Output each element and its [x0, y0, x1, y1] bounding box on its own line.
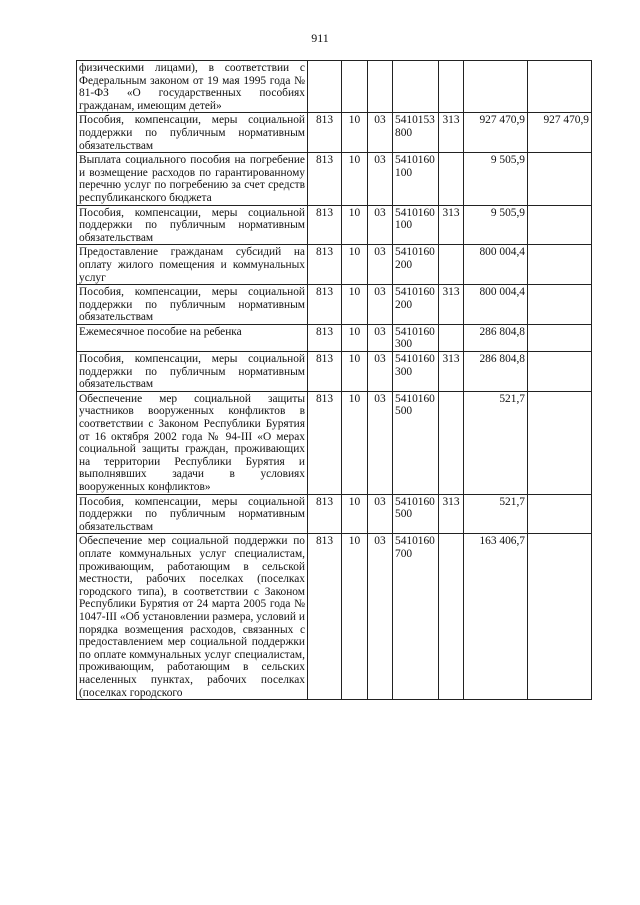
table-row: [77, 153, 592, 205]
ministry-code: 813: [308, 285, 342, 325]
ministry-code: 813: [308, 153, 342, 205]
article-code: 5410160100: [393, 153, 439, 205]
amount: 521,7: [464, 494, 528, 534]
table-row: [77, 324, 592, 351]
amount-extra: [528, 494, 592, 534]
row-description: Пособия, компенсации, меры социальной поддержки по публичным нормативным обязательствам: [77, 494, 308, 534]
article-code: 5410160300: [393, 352, 439, 392]
section-code: 10: [342, 494, 368, 534]
section-code: 10: [342, 153, 368, 205]
row-description: Обеспечение мер социальной поддержки по оплате коммунальных услуг специалистам, проживающим, работающим в сельской местности, рабочих поселках (поселках городского типа), в соответствии с Законом Республики Бурятия от 24 марта 2005 года № 1047-III «Об установлении размера, условий и порядка возмещения расходов, связанных с предоставлением мер социальной поддержки по оплате коммунальных услуг специалистам, проживающим, работающим в сельских населенных пунктах, рабочих поселках (поселках городского: [77, 534, 308, 700]
table-row: [77, 113, 592, 153]
row-description: физическими лицами), в соответствии с Федеральным законом от 19 мая 1995 года № 81-ФЗ «О государственных пособиях гражданам, имеющим детей»: [77, 61, 308, 113]
amount: 163 406,7: [464, 534, 528, 700]
amount-extra: [528, 352, 592, 392]
section-code: 10: [342, 352, 368, 392]
row-description: Пособия, компенсации, меры социальной поддержки по публичным нормативным обязательствам: [77, 352, 308, 392]
amount-extra: [528, 205, 592, 245]
article-code: 5410160200: [393, 285, 439, 325]
ministry-code: 813: [308, 245, 342, 285]
amount-extra: 927 470,9: [528, 113, 592, 153]
ministry-code: 813: [308, 391, 342, 494]
row-description: Пособия, компенсации, меры социальной поддержки по публичным нормативным обязательствам: [77, 285, 308, 325]
budget-table: [76, 60, 592, 700]
ministry-code: 813: [308, 113, 342, 153]
subsection-code: 03: [368, 494, 393, 534]
subsection-code: 03: [368, 324, 393, 351]
row-description: Обеспечение мер социальной защиты участников вооруженных конфликтов в соответствии с Законом Республики Бурятия от 16 октября 2002 года № 94-III «О мерах социальной защиты граждан, проживающих на территории Республики Бурятия и выполнявших задачи в условиях вооруженных конфликтов»: [77, 391, 308, 494]
subsection-code: 03: [368, 534, 393, 700]
subsection-code: 03: [368, 205, 393, 245]
amount: 286 804,8: [464, 352, 528, 392]
amount-extra: [528, 61, 592, 113]
expense-type-code: [439, 534, 464, 700]
subsection-code: 03: [368, 352, 393, 392]
amount-extra: [528, 245, 592, 285]
expense-type-code: [439, 391, 464, 494]
subsection-code: 03: [368, 285, 393, 325]
article-code: 5410160700: [393, 534, 439, 700]
subsection-code: 03: [368, 245, 393, 285]
expense-type-code: [439, 153, 464, 205]
ministry-code: 813: [308, 324, 342, 351]
expense-type-code: 313: [439, 205, 464, 245]
ministry-code: 813: [308, 494, 342, 534]
section-code: 10: [342, 534, 368, 700]
article-code: 5410160500: [393, 494, 439, 534]
ministry-code: [308, 61, 342, 113]
table-row: [77, 391, 592, 494]
ministry-code: 813: [308, 534, 342, 700]
row-description: Предоставление гражданам субсидий на оплату жилого помещения и коммунальных услуг: [77, 245, 308, 285]
subsection-code: [368, 61, 393, 113]
section-code: 10: [342, 285, 368, 325]
amount: 800 004,4: [464, 285, 528, 325]
article-code: [393, 61, 439, 113]
article-code: 5410160300: [393, 324, 439, 351]
table-row: [77, 285, 592, 325]
ministry-code: 813: [308, 205, 342, 245]
amount: 521,7: [464, 391, 528, 494]
article-code: 5410160100: [393, 205, 439, 245]
row-description: Пособия, компенсации, меры социальной поддержки по публичным нормативным обязательствам: [77, 205, 308, 245]
article-code: 5410160500: [393, 391, 439, 494]
article-code: 5410153800: [393, 113, 439, 153]
ministry-code: 813: [308, 352, 342, 392]
row-description: Выплата социального пособия на погребение и возмещение расходов по гарантированному перечню услуг по погребению за счет средств республиканского бюджета: [77, 153, 308, 205]
section-code: [342, 61, 368, 113]
section-code: 10: [342, 205, 368, 245]
section-code: 10: [342, 245, 368, 285]
amount-extra: [528, 285, 592, 325]
page-number: 911: [311, 31, 329, 45]
expense-type-code: 313: [439, 494, 464, 534]
amount-extra: [528, 324, 592, 351]
subsection-code: 03: [368, 113, 393, 153]
amount-extra: [528, 153, 592, 205]
expense-type-code: [439, 61, 464, 113]
table-row: [77, 61, 592, 113]
expense-type-code: 313: [439, 113, 464, 153]
amount: 927 470,9: [464, 113, 528, 153]
expense-type-code: 313: [439, 285, 464, 325]
article-code: 5410160200: [393, 245, 439, 285]
table-row: [77, 205, 592, 245]
amount: 9 505,9: [464, 153, 528, 205]
row-description: Ежемесячное пособие на ребенка: [77, 324, 308, 351]
section-code: 10: [342, 113, 368, 153]
section-code: 10: [342, 391, 368, 494]
amount-extra: [528, 391, 592, 494]
amount: 286 804,8: [464, 324, 528, 351]
amount-extra: [528, 534, 592, 700]
amount: 9 505,9: [464, 205, 528, 245]
table-row: [77, 494, 592, 534]
subsection-code: 03: [368, 391, 393, 494]
expense-type-code: 313: [439, 352, 464, 392]
amount: [464, 61, 528, 113]
row-description: Пособия, компенсации, меры социальной поддержки по публичным нормативным обязательствам: [77, 113, 308, 153]
table-row: [77, 352, 592, 392]
subsection-code: 03: [368, 153, 393, 205]
table-row: [77, 245, 592, 285]
expense-type-code: [439, 324, 464, 351]
section-code: 10: [342, 324, 368, 351]
expense-type-code: [439, 245, 464, 285]
table-row: [77, 534, 592, 700]
amount: 800 004,4: [464, 245, 528, 285]
